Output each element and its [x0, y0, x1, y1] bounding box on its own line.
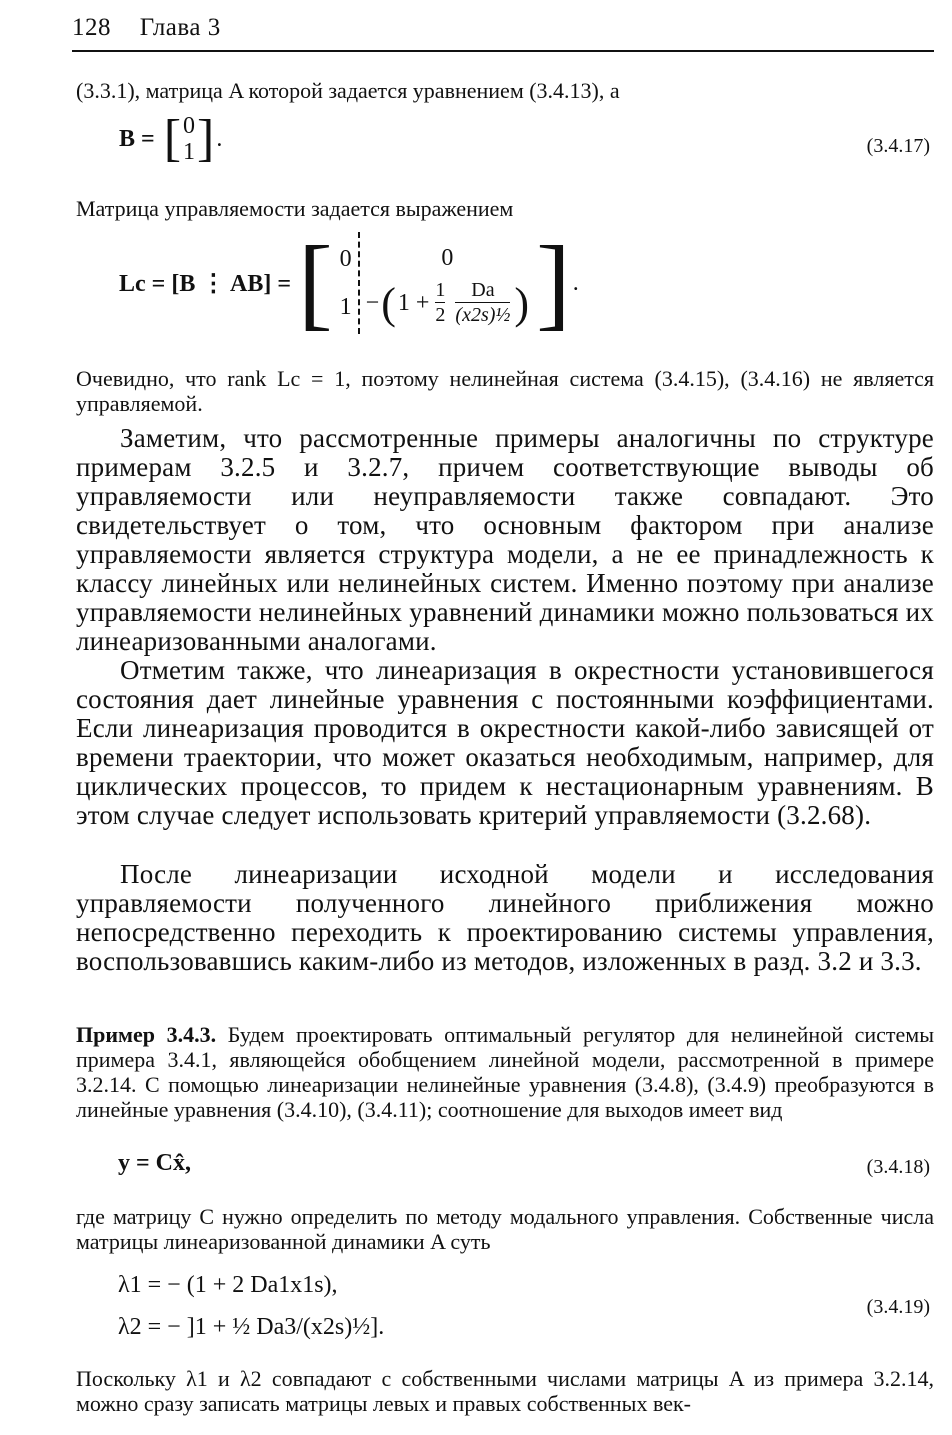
frac-num: 1	[435, 279, 446, 301]
lc-top-left: 0	[339, 246, 352, 272]
paragraph-1: Заметим, что рассмотренные примеры аналогичны по структуре примерам 3.2.5 и 3.2.7, причем соответствующие выводы об управляемости или неуправляемости также совпадают. Это свидетельствует о том, что основным фактором при анализе управляемости является структура модели, а не ее принадлежность к классу линейных или нелинейных систем. Именно поэтому при анализе управляемости нелинейных уравнений динамики можно пользоваться их линеаризованными аналогами.	[76, 423, 934, 656]
example-body: Будем проектировать оптимальный регулятор для нелинейной системы примера 3.4.1, являющейся обобщением линейной модели, рассмотренной в примере 3.2.14. С помощью линеаризации нелинейные уравнения (3.4.8), (3.4.9) преобразуются в линейные уравнения (3.4.10), (3.4.11); соотношение для выходов имеет вид	[76, 1022, 934, 1122]
chapter-title: Глава 3	[139, 14, 221, 41]
x2s-den: (x2s)½	[455, 304, 511, 326]
lc-lhs: Lc = [B ⋮ AB] =	[119, 270, 292, 297]
equation-3-4-18: y = Cx̂,	[118, 1150, 192, 1176]
equation-lc: Lc = [B ⋮ AB] = [ 0 1 0 − ( 1 + $\frac{1}{2}$ $\frac{Da}{\text{(x2s)½}}$ ) ] .	[119, 225, 579, 340]
header-rule	[72, 50, 934, 52]
right-bracket: ]	[197, 110, 215, 167]
lc-top-right: 0	[441, 244, 454, 271]
after-y-text: где матрицу C нужно определить по методу модального управления. Собственные числа матрицы линеаризованной динамики A суть	[76, 1204, 934, 1254]
paragraph-3: После линеаризации исходной модели и исследования управляемости полученного линейного приближения можно непосредственно переходить к проектированию системы управления, воспользовавшись каким-либо из методов, изложенных в разд. 3.2 и 3.3.	[76, 859, 934, 976]
example-label: Пример 3.4.3.	[76, 1022, 217, 1047]
lambda-1: λ1 = − (1 + 2 Da1x1s),	[118, 1272, 338, 1298]
running-header	[72, 14, 243, 42]
lc-left-bracket: [	[298, 225, 333, 340]
example-3-4-3	[76, 1022, 934, 1122]
controllability-intro: Матрица управляемости задается выражением	[76, 196, 514, 221]
lc-right-bracket: ]	[536, 225, 571, 340]
left-bracket: [	[163, 110, 182, 167]
da-num: Da	[471, 279, 495, 301]
b-entry-1: 1	[183, 139, 196, 165]
closing-text: Поскольку λ1 и λ2 совпадают с собственными числами матрицы A из примера 3.2.14, можно сразу записать матрицы левых и правых собственных век-	[76, 1366, 934, 1416]
frac-den: 2	[435, 304, 446, 326]
b-lhs: B =	[119, 125, 155, 152]
lc-bottom-right: − ( 1 + $\frac{1}{2}$ $\frac{Da}{\text{(x2s)½}}$ )	[365, 278, 530, 328]
rank-remark: Очевидно, что rank Lc = 1, поэтому нелинейная система (3.4.15), (3.4.16) не является управляемой.	[76, 366, 934, 416]
equation-number-3-4-18: (3.4.18)	[866, 1156, 930, 1178]
equation-3-4-17: B = [ 0 1 ] .	[119, 110, 223, 167]
b-entry-0: 0	[183, 113, 196, 139]
page-number: 128	[72, 14, 111, 41]
equation-number-3-4-17: (3.4.17)	[866, 135, 930, 157]
lambda-2: λ2 = − ]1 + ½ Da3/(x2s)½].	[118, 1314, 385, 1340]
equation-number-3-4-19: (3.4.19)	[866, 1296, 930, 1318]
equation-3-4-19	[118, 1264, 384, 1348]
intro-line: (3.3.1), матрица A которой задается уравнением (3.4.13), а	[76, 78, 620, 103]
paragraph-2: Отметим также, что линеаризация в окрестности установившегося состояния дает линейные уравнения с постоянными коэффициентами. Если линеаризация проводится в окрестности какой-либо зависящей от времени траектории, что может оказаться необходимым, например, для циклических процессов, то придем к нестационарным уравнениям. В этом случае следует использовать критерий управляемости (3.2.68).	[76, 655, 934, 830]
lc-bottom-left: 1	[339, 294, 352, 320]
